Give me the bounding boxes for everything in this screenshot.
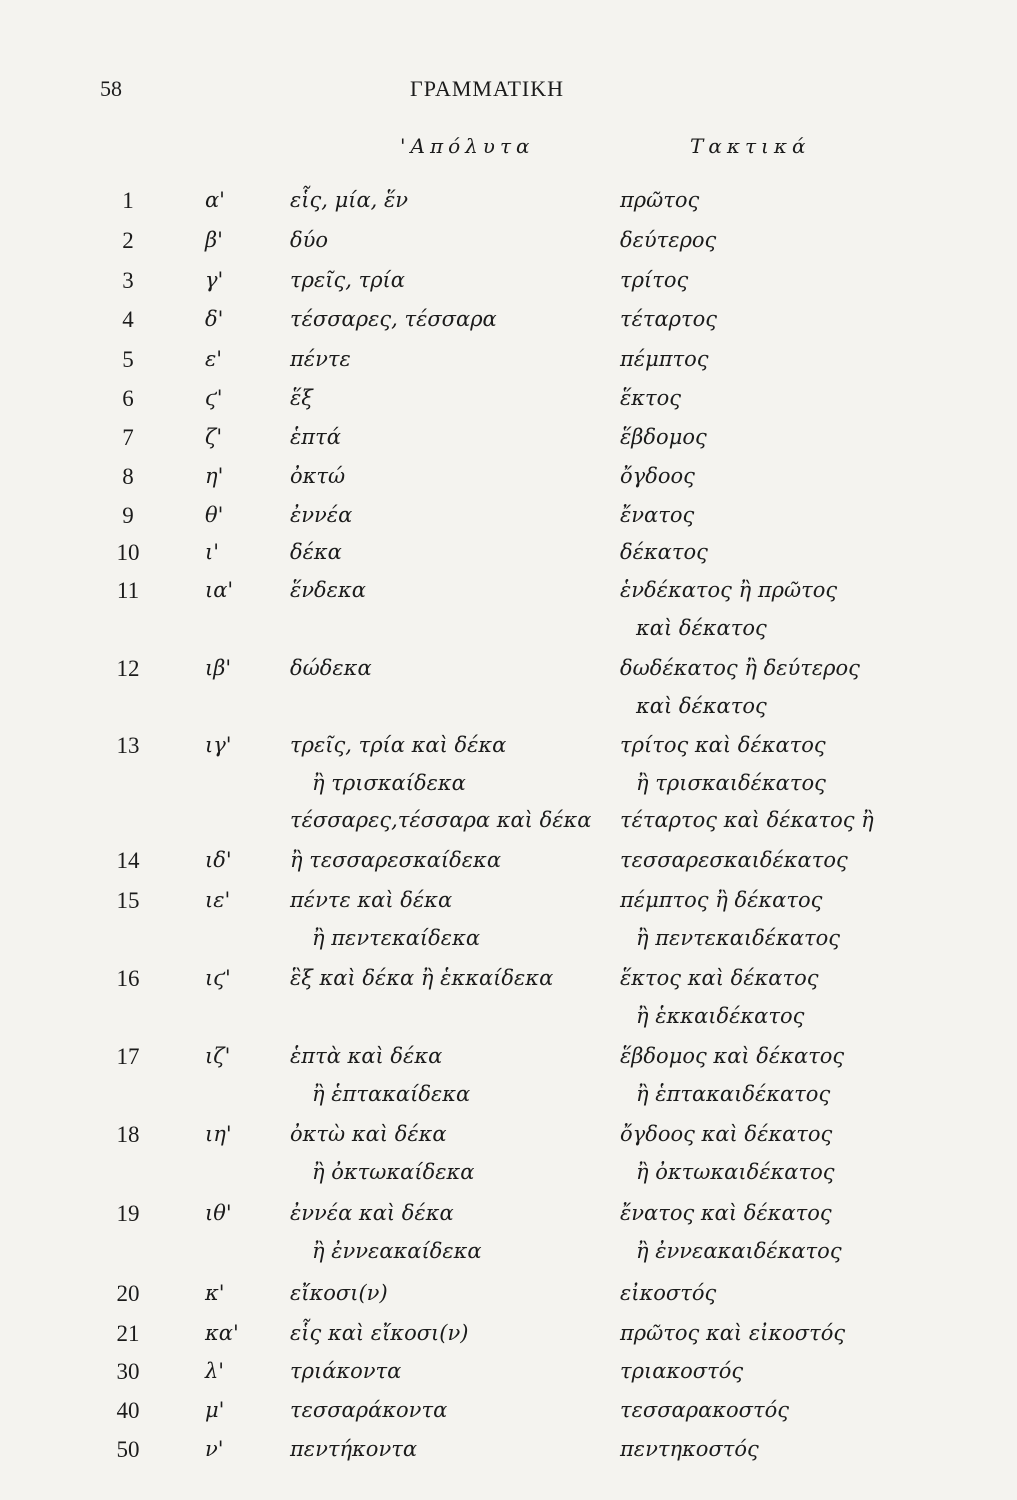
cardinal-text: εἴκοσι(ν) bbox=[290, 1281, 388, 1305]
row-number: 4 bbox=[122, 307, 134, 332]
ordinal-text: τέταρτος καὶ δέκατος ἢ bbox=[620, 808, 874, 832]
row-number: 6 bbox=[122, 386, 134, 411]
row-number: 11 bbox=[116, 578, 140, 603]
column-heading-ordinal: Τακτικά bbox=[690, 134, 811, 158]
greek-numeral-letter: ν' bbox=[205, 1437, 224, 1461]
ordinal-text: τρίτος καὶ δέκατος bbox=[620, 733, 826, 757]
ordinal-text: ἕκτος bbox=[620, 386, 682, 410]
table-row bbox=[0, 1321, 1017, 1361]
table-row bbox=[0, 1122, 1017, 1184]
greek-numeral-letter: ιδ' bbox=[205, 848, 232, 872]
cardinal-text: τρεῖς, τρία καὶ δέκα bbox=[290, 733, 507, 757]
ordinal-text: δεύτερος bbox=[620, 228, 717, 252]
greek-numeral-letter: ιζ' bbox=[205, 1044, 231, 1068]
table-row bbox=[0, 1398, 1017, 1438]
cardinal-text: ὀκτώ bbox=[290, 464, 346, 488]
cardinal-text: τριάκοντα bbox=[290, 1359, 402, 1383]
greek-numeral-letter: ι' bbox=[205, 540, 220, 564]
ordinal-text: ἕβδομος bbox=[620, 425, 707, 449]
ordinal-alt-text: ἢ ὀκτωκαιδέκατος bbox=[636, 1160, 835, 1184]
row-number: 20 bbox=[116, 1281, 140, 1306]
row-number: 1 bbox=[122, 188, 134, 213]
ordinal-text: τρίτος bbox=[620, 268, 689, 292]
table-row bbox=[0, 425, 1017, 465]
cardinal-text: ἐννέα καὶ δέκα bbox=[290, 1201, 454, 1225]
ordinal-alt-text: καὶ δέκατος bbox=[636, 694, 767, 718]
ordinal-text: ἔνατος καὶ δέκατος bbox=[620, 1201, 832, 1225]
cardinal-text: πέντε καὶ δέκα bbox=[290, 888, 453, 912]
cardinal-text: τεσσαράκοντα bbox=[290, 1398, 448, 1422]
greek-numeral-letter: β' bbox=[205, 228, 223, 252]
greek-numeral-letter: ϛ' bbox=[205, 386, 223, 410]
row-number: 50 bbox=[116, 1437, 140, 1462]
greek-numeral-letter: ιη' bbox=[205, 1122, 232, 1146]
ordinal-text: ἑνδέκατος ἢ πρῶτος bbox=[620, 578, 838, 602]
ordinal-text: δωδέκατος ἢ δεύτερος bbox=[620, 656, 860, 680]
greek-numeral-letter: ιβ' bbox=[205, 656, 232, 680]
row-number: 10 bbox=[116, 540, 140, 565]
ordinal-text: ὄγδοος bbox=[620, 464, 695, 488]
table-row bbox=[0, 966, 1017, 1028]
row-number: 9 bbox=[122, 503, 134, 528]
greek-numeral-letter: δ' bbox=[205, 307, 224, 331]
row-number: 30 bbox=[116, 1359, 140, 1384]
row-number: 40 bbox=[116, 1398, 140, 1423]
ordinal-alt-text: ἢ τρισκαιδέκατος bbox=[636, 771, 826, 795]
cardinal-text: δώδεκα bbox=[290, 656, 372, 680]
cardinal-text: πέντε bbox=[290, 347, 351, 371]
cardinal-text: ἕνδεκα bbox=[290, 578, 366, 602]
table-row bbox=[0, 307, 1017, 347]
table-row bbox=[0, 188, 1017, 228]
greek-numeral-letter: ιγ' bbox=[205, 733, 232, 757]
cardinal-alt-text: ἢ ὀκτωκαίδεκα bbox=[312, 1160, 475, 1184]
ordinal-text: ἕβδομος καὶ δέκατος bbox=[620, 1044, 845, 1068]
row-number: 14 bbox=[116, 848, 140, 873]
table-row bbox=[0, 268, 1017, 308]
greek-numeral-letter: ιϛ' bbox=[205, 966, 231, 990]
row-number: 17 bbox=[116, 1044, 140, 1069]
cardinal-text: ἑπτά bbox=[290, 425, 341, 449]
greek-numeral-letter: θ' bbox=[205, 503, 224, 527]
page-title: ΓΡΑΜΜΑΤΙΚΗ bbox=[410, 76, 564, 101]
ordinal-text: πέμπτος ἢ δέκατος bbox=[620, 888, 823, 912]
ordinal-alt-text: ἢ ἑκκαιδέκατος bbox=[636, 1004, 805, 1028]
ordinal-text: πέμπτος bbox=[620, 347, 709, 371]
cardinal-text: ὀκτὼ καὶ δέκα bbox=[290, 1122, 447, 1146]
cardinal-alt-text: ἢ ἐννεακαίδεκα bbox=[312, 1239, 482, 1263]
ordinal-alt-text: ἢ ἐννεακαιδέκατος bbox=[636, 1239, 842, 1263]
ordinal-alt-text: καὶ δέκατος bbox=[636, 616, 767, 640]
table-row bbox=[0, 1281, 1017, 1321]
table-row bbox=[0, 386, 1017, 426]
table-row bbox=[0, 464, 1017, 504]
cardinal-text: εἷς καὶ εἴκοσι(ν) bbox=[290, 1321, 469, 1345]
table-row bbox=[0, 1437, 1017, 1477]
ordinal-text: ὄγδοος καὶ δέκατος bbox=[620, 1122, 833, 1146]
table-row bbox=[0, 733, 1017, 795]
row-number: 2 bbox=[122, 228, 134, 253]
table-row bbox=[0, 808, 1017, 848]
row-number: 7 bbox=[122, 425, 134, 450]
greek-numeral-letter: ε' bbox=[205, 347, 223, 371]
greek-numeral-letter: η' bbox=[205, 464, 224, 488]
cardinal-text: δύο bbox=[290, 228, 329, 252]
table-row bbox=[0, 228, 1017, 268]
table-row bbox=[0, 1201, 1017, 1263]
cardinal-text: τέσσαρες, τέσσαρα bbox=[290, 307, 497, 331]
cardinal-text: πεντήκοντα bbox=[290, 1437, 418, 1461]
ordinal-text: πρῶτος καὶ εἰκοστός bbox=[620, 1321, 846, 1345]
ordinal-alt-text: ἢ πεντεκαιδέκατος bbox=[636, 926, 841, 950]
cardinal-alt-text: ἢ ἑπτακαίδεκα bbox=[312, 1082, 471, 1106]
greek-numeral-letter: μ' bbox=[205, 1398, 225, 1422]
table-row bbox=[0, 1359, 1017, 1399]
row-number: 5 bbox=[122, 347, 134, 372]
greek-numeral-letter: ιε' bbox=[205, 888, 231, 912]
greek-numeral-letter: ζ' bbox=[205, 425, 223, 449]
table-row bbox=[0, 540, 1017, 580]
cardinal-alt-text: ἢ τρισκαίδεκα bbox=[312, 771, 466, 795]
table-row bbox=[0, 888, 1017, 950]
ordinal-text: εἰκοστός bbox=[620, 1281, 717, 1305]
cardinal-text: ἕξ bbox=[290, 386, 313, 410]
page-header bbox=[0, 76, 1017, 106]
greek-numeral-letter: γ' bbox=[205, 268, 224, 292]
table-row bbox=[0, 848, 1017, 888]
greek-numeral-letter: λ' bbox=[205, 1359, 225, 1383]
ordinal-text: δέκατος bbox=[620, 540, 708, 564]
greek-numeral-letter: κα' bbox=[205, 1321, 239, 1345]
cardinal-text: τρεῖς, τρία bbox=[290, 268, 405, 292]
table-row bbox=[0, 1044, 1017, 1106]
row-number: 13 bbox=[116, 733, 140, 758]
ordinal-text: τεσσαρεσκαιδέκατος bbox=[620, 848, 848, 872]
ordinal-text: πρῶτος bbox=[620, 188, 700, 212]
row-number: 3 bbox=[122, 268, 134, 293]
row-number: 12 bbox=[116, 656, 140, 681]
row-number: 16 bbox=[116, 966, 140, 991]
ordinal-text: τριακοστός bbox=[620, 1359, 744, 1383]
cardinal-text: ἐννέα bbox=[290, 503, 353, 527]
cardinal-text: ἑπτὰ καὶ δέκα bbox=[290, 1044, 443, 1068]
cardinal-text: τέσσαρες,τέσσαρα καὶ δέκα bbox=[290, 808, 592, 832]
row-number: 8 bbox=[122, 464, 134, 489]
ordinal-alt-text: ἢ ἑπτακαιδέκατος bbox=[636, 1082, 831, 1106]
row-number: 21 bbox=[116, 1321, 140, 1346]
column-heading-absolute: 'Απόλυτα bbox=[400, 134, 535, 158]
greek-numeral-letter: ιθ' bbox=[205, 1201, 232, 1225]
ordinal-text: τέταρτος bbox=[620, 307, 718, 331]
table-row bbox=[0, 656, 1017, 718]
row-number: 18 bbox=[116, 1122, 140, 1147]
row-number: 19 bbox=[116, 1201, 140, 1226]
cardinal-alt-text: ἢ πεντεκαίδεκα bbox=[312, 926, 481, 950]
cardinal-text: ἓξ καὶ δέκα ἢ ἑκκαίδεκα bbox=[290, 966, 554, 990]
ordinal-text: ἕκτος καὶ δέκατος bbox=[620, 966, 819, 990]
cardinal-text: δέκα bbox=[290, 540, 342, 564]
greek-numeral-letter: ια' bbox=[205, 578, 234, 602]
cardinal-text: εἷς, μία, ἕν bbox=[290, 188, 409, 212]
table-row bbox=[0, 578, 1017, 640]
table-row bbox=[0, 503, 1017, 543]
ordinal-text: τεσσαρακοστός bbox=[620, 1398, 790, 1422]
ordinal-text: πεντηκοστός bbox=[620, 1437, 759, 1461]
ordinal-text: ἔνατος bbox=[620, 503, 695, 527]
page-number: 58 bbox=[100, 76, 122, 101]
cardinal-text: ἢ τεσσαρεσκαίδεκα bbox=[290, 848, 501, 872]
row-number: 15 bbox=[116, 888, 140, 913]
greek-numeral-letter: α' bbox=[205, 188, 225, 212]
table-row bbox=[0, 347, 1017, 387]
greek-numeral-letter: κ' bbox=[205, 1281, 225, 1305]
